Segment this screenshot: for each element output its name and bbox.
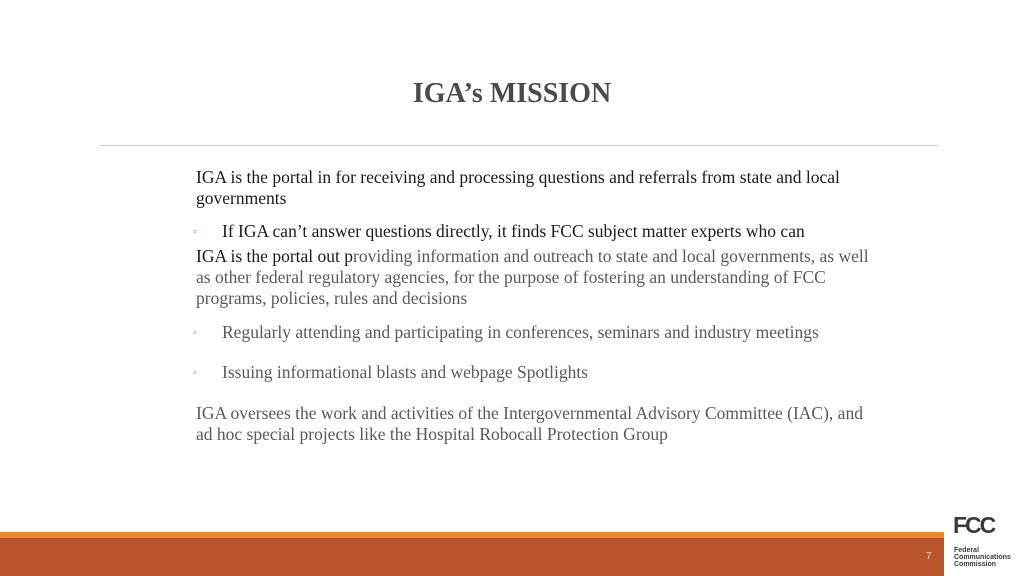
logo-line-communications: Communications — [954, 554, 1011, 561]
slide-body — [193, 167, 876, 445]
bullet-text: If IGA can’t answer questions directly, it finds FCC subject matter experts who can — [222, 221, 805, 241]
bullet-text: Issuing informational blasts and webpage Spotlights — [222, 362, 588, 382]
bullet-marker: ◦ — [193, 367, 197, 379]
fcc-logo-mark: FCC — [953, 512, 995, 538]
paragraph-lead: IGA is the portal out p — [196, 246, 353, 266]
logo-line-federal: Federal — [954, 547, 979, 554]
bullet-marker: ◦ — [193, 327, 197, 339]
slide-title: IGA’s MISSION — [412, 78, 612, 109]
bullet-conferences — [193, 322, 876, 343]
footer-bar — [0, 538, 1024, 576]
page-number: 7 — [926, 551, 932, 562]
bullet-marker: ◦ — [193, 226, 197, 238]
paragraph-portal-in: IGA is the portal in for receiving and processing questions and referrals from state and local governments — [196, 167, 840, 208]
bullet-text: Regularly attending and participating in conferences, seminars and industry meetings — [222, 322, 819, 342]
paragraph-iac: IGA oversees the work and activities of the Intergovernmental Advisory Committee (IAC), and ad hoc special projects like the Hospital Robocall Protection Group — [196, 403, 863, 444]
logo-line-commission: Commission — [954, 561, 997, 568]
fcc-logo — [944, 508, 1024, 576]
paragraph-portal-out — [196, 246, 876, 309]
bullet-blasts — [193, 362, 876, 383]
fcc-logo-text — [954, 547, 1011, 568]
title-divider — [100, 145, 938, 146]
paragraph-rest: roviding information and outreach to state and local governments, as well as other federal regulatory agencies, for the purpose of fostering an understanding of FCC programs, policies, rules and decisions — [196, 246, 869, 308]
bullet-subject-experts — [193, 221, 876, 242]
